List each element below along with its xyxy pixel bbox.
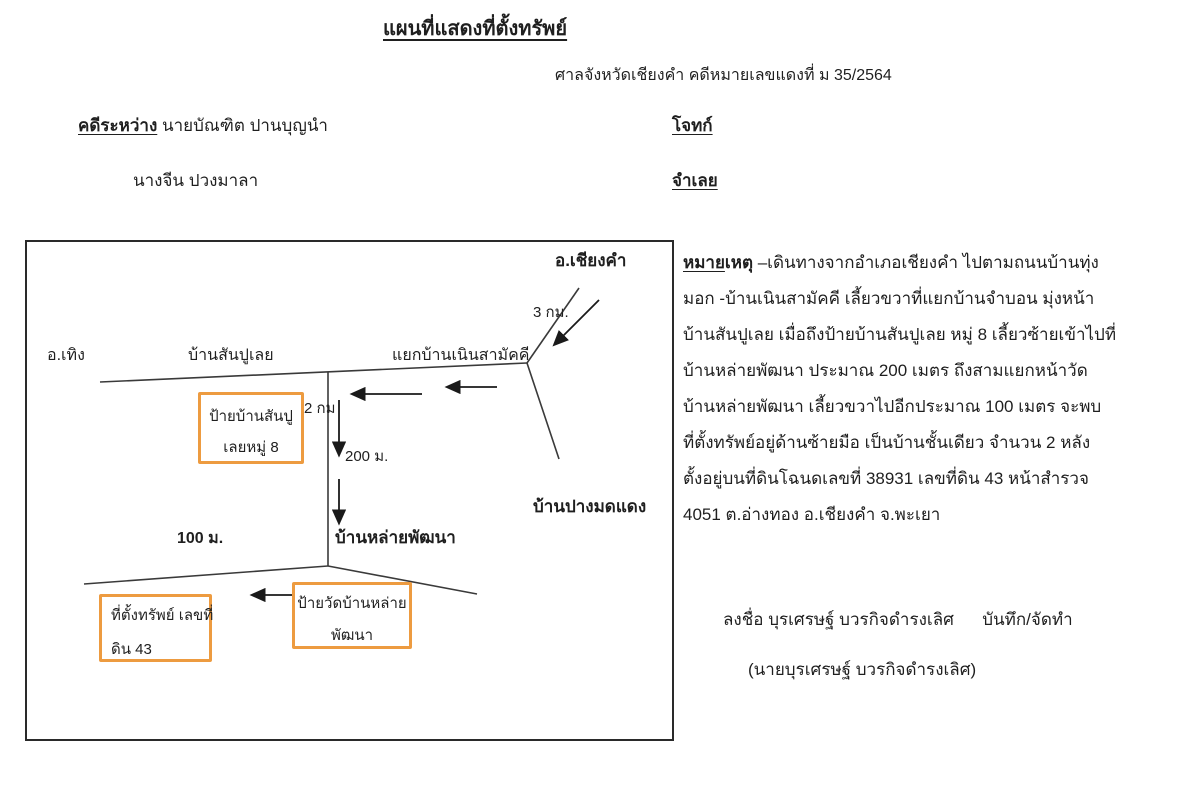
- map-label-chiang-kham: อ.เชียงคำ: [555, 251, 627, 270]
- callout-property-location-box: [99, 594, 212, 662]
- road-to-pang-mot-daeng-line: [527, 363, 559, 459]
- case-between-label: คดีระหว่าง: [78, 116, 158, 135]
- fork-left-road-line: [84, 566, 328, 584]
- callout-village-sign-box: [198, 392, 304, 464]
- defendant-name: นางจีน ปวงมาลา: [133, 171, 259, 190]
- callout-village-sign-line2: เลยหมู่ 8: [223, 439, 279, 456]
- note-line-7: ตั้งอยู่บนที่ดินโฉนดเลขที่ 38931 เลขที่ดิน 43 หน้าสำรวจ: [683, 469, 1089, 488]
- callout-wat-sign-box: [292, 582, 412, 649]
- note-label-underlined: หมาย: [683, 253, 725, 272]
- note-line-1: [683, 245, 1195, 281]
- callout-wat-sign-line2: พัฒนา: [330, 627, 374, 644]
- signature-name-line: (นายบุรเศรษฐ์ บวรกิจดำรงเลิศ): [748, 660, 977, 679]
- map-label-thoeng: อ.เทิง: [47, 347, 85, 364]
- note-line-3: บ้านสันปูเลย เมื่อถึงป้ายบ้านสันปูเลย หมู่ 8 เลี้ยวซ้ายเข้าไปที่: [683, 325, 1117, 344]
- callout-wat-sign-line1: ป้ายวัดบ้านหล่าย: [297, 595, 407, 612]
- note-line-6: ที่ตั้งทรัพย์อยู่ด้านซ้ายมือ เป็นบ้านชั้นเดียว จำนวน 2 หลัง: [683, 433, 1091, 452]
- map-label-200m: 200 ม.: [345, 448, 389, 465]
- callout-village-sign-line1: ป้ายบ้านสันปู: [209, 408, 293, 425]
- defendant-role-label: จำเลย: [672, 171, 718, 190]
- map-roads-layer: [27, 242, 672, 739]
- case-parties-plaintiff-row: [78, 112, 328, 139]
- map-label-san-pu-loei: บ้านสันปูเลย: [188, 347, 274, 364]
- note-line-8: 4051 ต.อ่างทอง อ.เชียงคำ จ.พะเยา: [683, 505, 941, 524]
- plaintiff-role-label: โจทก์: [672, 116, 713, 135]
- note-line-5: บ้านหล่ายพัฒนา เลี้ยวขวาไปอีกประมาณ 100 เมตร จะพบ: [683, 397, 1102, 416]
- note-line-2: มอก -บ้านเนินสามัคคี เลี้ยวขวาที่แยกบ้านจำบอน มุ่งหน้า: [683, 289, 1095, 308]
- callout-property-line1: ที่ตั้งทรัพย์ เลขที่: [111, 607, 214, 624]
- signature-line: ลงชื่อ บุรเศรษฐ์ บวรกิจดำรงเลิศ บันทึก/จัดทำ: [723, 610, 1073, 629]
- court-case-number: ศาลจังหวัดเชียงคำ คดีหมายเลขแดงที่ ม 35/2564: [555, 67, 892, 84]
- map-label-lai-pattana: บ้านหล่ายพัฒนา: [335, 528, 456, 547]
- map-label-2km: 2 กม: [304, 400, 336, 417]
- map-label-100m: 100 ม.: [177, 530, 224, 547]
- note-label-rest: เหตุ: [724, 253, 753, 272]
- map-label-3km: 3 กม.: [533, 304, 569, 321]
- location-map: [25, 240, 674, 741]
- map-label-junction-noen-samakkhi: แยกบ้านเนินสามัคคี: [392, 347, 530, 364]
- note-line-4: บ้านหล่ายพัฒนา ประมาณ 200 เมตร ถึงสามแยกหน้าวัด: [683, 361, 1088, 380]
- directions-note: [683, 245, 1195, 533]
- page-title: แผนที่แสดงที่ตั้งทรัพย์: [383, 18, 568, 40]
- map-label-pang-mot-daeng: บ้านปางมดแดง: [533, 497, 647, 516]
- plaintiff-name: นายบัณฑิต ปานบุญนำ: [162, 116, 328, 135]
- callout-property-line2: ดิน 43: [111, 641, 152, 658]
- note-line-1-text: –เดินทางจากอำเภอเชียงคำ ไปตามถนนบ้านทุ่ง: [752, 253, 1099, 272]
